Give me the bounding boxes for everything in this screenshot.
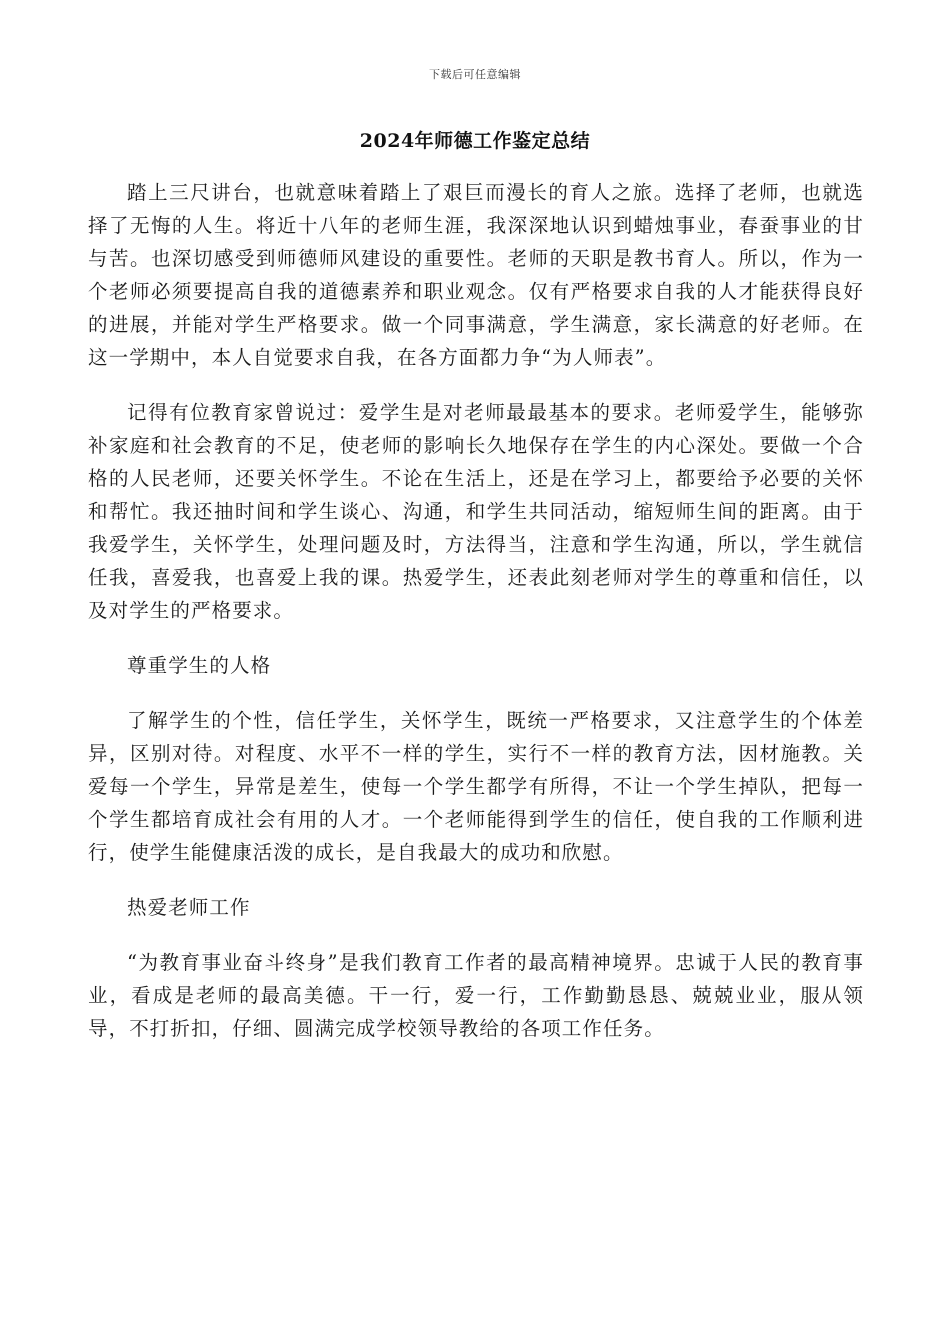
paragraph: 了解学生的个性，信任学生，关怀学生，既统一严格要求，又注意学生的个体差异，区别对待。对程度、水平不一样的学生，实行不一样的教育方法，因材施教。关爱每一个学生，异常是差生，使每一个学生都学有所得，不让一个学生掉队，把每一个学生都培育成社会有用的人才。一个老师能得到学生的信任，使自我的工作顺利进行，使学生能健康活泼的成长，是自我最大的成功和欣慰。 xyxy=(88,709,864,864)
document-title: 2024年师德工作鉴定总结 xyxy=(359,130,591,152)
paragraph: 踏上三尺讲台，也就意味着踏上了艰巨而漫长的育人之旅。选择了老师，也就选择了无悔的人生。将近十八年的老师生涯，我深深地认识到蜡烛事业，春蚕事业的甘与苦。也深切感受到师德师风建设的重要性。老师的天职是教书育人。所以，作为一个老师必须要提高自我的道德素养和职业观念。仅有严格要求自我的人才能获得良好的进展，并能对学生严格要求。做一个同事满意，学生满意，家长满意的好老师。在这一学期中，本人自觉要求自我，在各方面都力争“为人师表”。 xyxy=(88,181,864,369)
header-note: 下载后可任意编辑 xyxy=(429,68,521,81)
section-heading: 尊重学生的人格 xyxy=(127,654,272,677)
document-body xyxy=(88,176,864,1067)
paragraph: “为教育事业奋斗终身”是我们教育工作者的最高精神境界。忠诚于人民的教育事业，看成是老师的最高美德。干一行，爱一行，工作勤勤恳恳、兢兢业业，服从领导，不打折扣，仔细、圆满完成学校领导教给的各项工作任务。 xyxy=(88,951,864,1040)
section-heading: 热爱老师工作 xyxy=(127,896,251,919)
paragraph: 记得有位教育家曾说过：爱学生是对老师最最基本的要求。老师爱学生，能够弥补家庭和社会教育的不足，使老师的影响长久地保存在学生的内心深处。要做一个合格的人民老师，还要关怀学生。不论在生活上，还是在学习上，都要给予必要的关怀和帮忙。我还抽时间和学生谈心、沟通，和学生共同活动，缩短师生间的距离。由于我爱学生，关怀学生，处理问题及时，方法得当，注意和学生沟通，所以，学生就信任我，喜爱我，也喜爱上我的课。热爱学生，还表此刻老师对学生的尊重和信任，以及对学生的严格要求。 xyxy=(88,401,864,622)
